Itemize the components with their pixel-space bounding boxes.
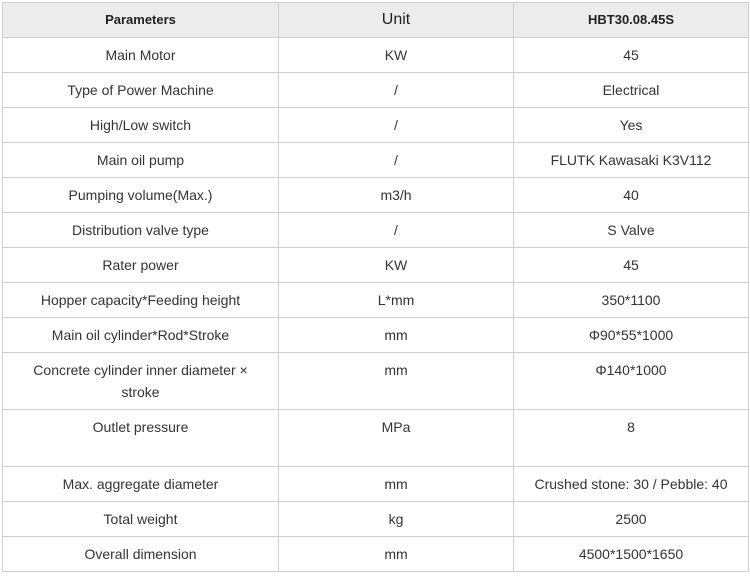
table-row [3, 353, 749, 410]
param-name: Type of Power Machine [3, 73, 279, 108]
param-name: Main oil cylinder*Rod*Stroke [3, 318, 279, 353]
param-unit: mm [279, 353, 514, 410]
param-name: Main Motor [3, 38, 279, 73]
param-unit: kg [279, 502, 514, 537]
table-row [3, 283, 749, 318]
param-value: Φ140*1000 [514, 353, 749, 410]
param-unit: m3/h [279, 178, 514, 213]
param-value: Electrical [514, 73, 749, 108]
table-row [3, 143, 749, 178]
param-value: Φ90*55*1000 [514, 318, 749, 353]
header-model: HBT30.08.45S [514, 3, 749, 38]
param-value: 4500*1500*1650 [514, 537, 749, 572]
table-row [3, 38, 749, 73]
param-name: Max. aggregate diameter [3, 467, 279, 502]
param-unit: / [279, 108, 514, 143]
spec-table [2, 2, 749, 572]
param-unit: / [279, 143, 514, 178]
table-row [3, 467, 749, 502]
param-value: 45 [514, 248, 749, 283]
param-unit: mm [279, 318, 514, 353]
param-unit: KW [279, 248, 514, 283]
param-name: Rater power [3, 248, 279, 283]
param-value: Yes [514, 108, 749, 143]
table-row [3, 318, 749, 353]
table-row [3, 213, 749, 248]
param-name: Pumping volume(Max.) [3, 178, 279, 213]
table-body [3, 38, 749, 572]
param-value: 45 [514, 38, 749, 73]
param-value: FLUTK Kawasaki K3V112 [514, 143, 749, 178]
param-name: Outlet pressure [3, 410, 279, 467]
param-name: Hopper capacity*Feeding height [3, 283, 279, 318]
table-row [3, 537, 749, 572]
table-row [3, 248, 749, 283]
param-value: 2500 [514, 502, 749, 537]
table-header [3, 3, 749, 38]
param-unit: / [279, 73, 514, 108]
header-row [3, 3, 749, 38]
table-row [3, 73, 749, 108]
param-name: High/Low switch [3, 108, 279, 143]
param-unit: MPa [279, 410, 514, 467]
param-name: Concrete cylinder inner diameter × stroke [3, 353, 279, 410]
table-row [3, 178, 749, 213]
param-unit: KW [279, 38, 514, 73]
param-unit: L*mm [279, 283, 514, 318]
param-name: Overall dimension [3, 537, 279, 572]
param-unit: mm [279, 467, 514, 502]
param-value: 8 [514, 410, 749, 467]
header-unit: Unit [279, 3, 514, 38]
param-name: Distribution valve type [3, 213, 279, 248]
header-parameters: Parameters [3, 3, 279, 38]
param-value: S Valve [514, 213, 749, 248]
param-name: Main oil pump [3, 143, 279, 178]
table-row [3, 502, 749, 537]
param-unit: / [279, 213, 514, 248]
param-value: 40 [514, 178, 749, 213]
param-unit: mm [279, 537, 514, 572]
table-row [3, 108, 749, 143]
table-row [3, 410, 749, 467]
param-value: Crushed stone: 30 / Pebble: 40 [514, 467, 749, 502]
param-name: Total weight [3, 502, 279, 537]
param-value: 350*1100 [514, 283, 749, 318]
